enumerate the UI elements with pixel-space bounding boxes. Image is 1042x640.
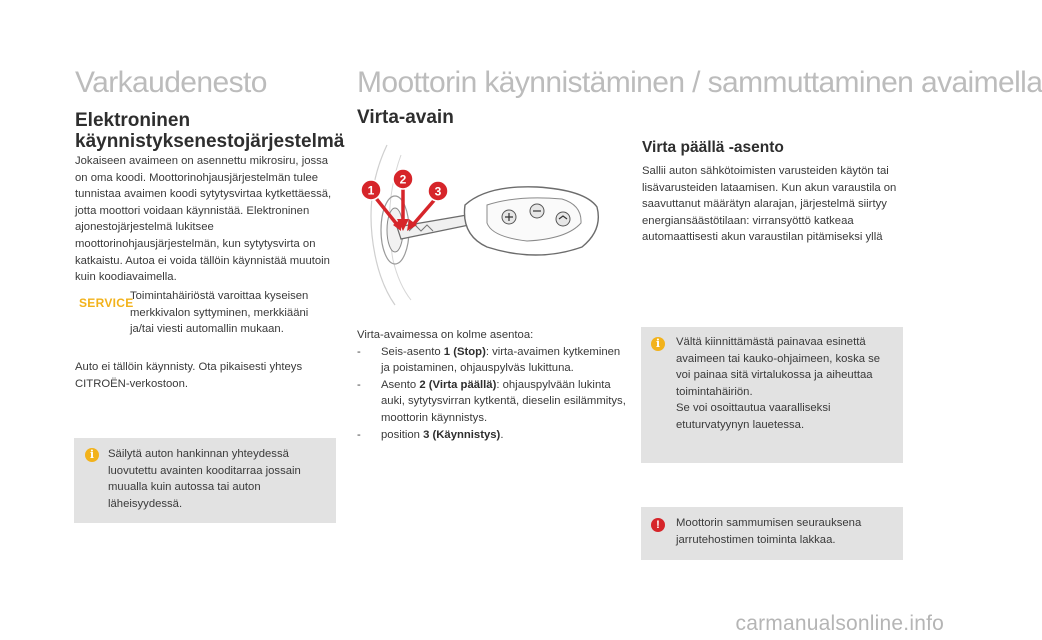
- page-title-right: Moottorin käynnistäminen / sammuttaminen avaimella: [357, 66, 1042, 99]
- ignition-key-drawing: [357, 135, 617, 320]
- ignition-on-paragraph: Sallii auton sähkötoimisten varusteiden käytön tai lisävarusteiden lataamisen. Kun akun varaustila on saavuttanut määrätyn alarajan, järjestelmä siirtyy energiansäästötilaan: virransyöttö katkeaa automaattisesti akun varaustilan pitämiseksi yllä: [642, 165, 897, 244]
- info-box-right-text-1: Vältä kiinnittämästä painavaa esinettä avaimeen tai kauko-ohjaimeen, koska se voi painaa sitä virtalukossa ja aiheuttaa toimintahäiriön.: [676, 336, 881, 398]
- info-box-right-text-2: Se voi osoittautua vaaralliseksi etuturvatyynyn lauetessa.: [676, 402, 831, 431]
- intro-paragraph: Jokaiseen avaimeen on asennettu mikrosiru, jossa on oma koodi. Moottorinohjausjärjestelmän tulee tunnistaa avaimen koodi sytytysvirtaa kytkettäessä, jotta moottori voidaan käynnistää. Elektroninen ajonestojärjestelmä lukitsee moottorinohjausjärjestelmän, kun sytytysvirta on katkaistu. Autoa ei voida tällöin käynnistää muutoin kuin koodiavaimella.: [75, 155, 332, 284]
- position-item-start: [357, 427, 627, 444]
- position-label-3: 3: [434, 184, 442, 199]
- section-title-ignition-key: Virta-avain: [357, 107, 454, 128]
- position-text-start: position 3 (Käynnistys).: [381, 428, 504, 441]
- info-box-left-text: Säilytä auton hankinnan yhteydessä luovutettu avainten kooditarraa jossain muualla kuin autossa tai auton läheisyydessä.: [108, 448, 301, 510]
- position-text-stop: Seis-asento 1 (Stop): virta-avaimen kytkeminen ja poistaminen, ohjauspylväs lukittuna.: [381, 345, 621, 375]
- subsection-title-ignition-on: Virta päällä -asento: [642, 139, 784, 156]
- section-title-line2: käynnistyksenestojärjestelmä: [75, 131, 345, 152]
- section-title-immobilizer: [75, 110, 345, 152]
- info-box-left: [74, 438, 336, 523]
- section-title-line1: Elektroninen: [75, 110, 191, 131]
- key-illustration: [357, 135, 617, 320]
- position-text-on: Asento 2 (Virta päällä): ohjauspylvään lukinta auki, sytytysvirran kytkentä, dieselin esilämmitys, moottorin käynnistys.: [381, 378, 626, 424]
- position-item-stop: [357, 344, 627, 377]
- service-text: Toimintahäiriöstä varoittaa kyseisen merkkivalon syttyminen, merkkiääni ja/tai viesti automallin mukaan.: [130, 290, 309, 336]
- after-paragraph: Auto ei tällöin käynnisty. Ota pikaisesti yhteys CITROËN-verkostoon.: [75, 361, 303, 390]
- position-label-1: 1: [367, 183, 375, 198]
- warning-box: [641, 507, 903, 560]
- position-label-2: 2: [399, 172, 407, 187]
- service-warning-icon: SERVICE: [79, 296, 134, 310]
- list-dash: -: [357, 428, 361, 441]
- warning-icon: !: [651, 518, 665, 532]
- positions-intro: Virta-avaimessa on kolme asentoa:: [357, 329, 534, 341]
- info-box-right: [641, 327, 903, 463]
- list-dash: -: [357, 345, 361, 358]
- info-icon: i: [651, 337, 665, 351]
- info-box-right-text: [676, 334, 891, 434]
- key-positions: [357, 327, 627, 443]
- info-icon: i: [85, 448, 99, 462]
- warning-box-text: Moottorin sammumisen seurauksena jarrutehostimen toiminta lakkaa.: [676, 517, 862, 546]
- position-item-on: [357, 377, 627, 427]
- list-dash: -: [357, 378, 361, 391]
- watermark: carmanualsonline.info: [735, 612, 944, 635]
- page-title-left: Varkaudenesto: [75, 66, 267, 99]
